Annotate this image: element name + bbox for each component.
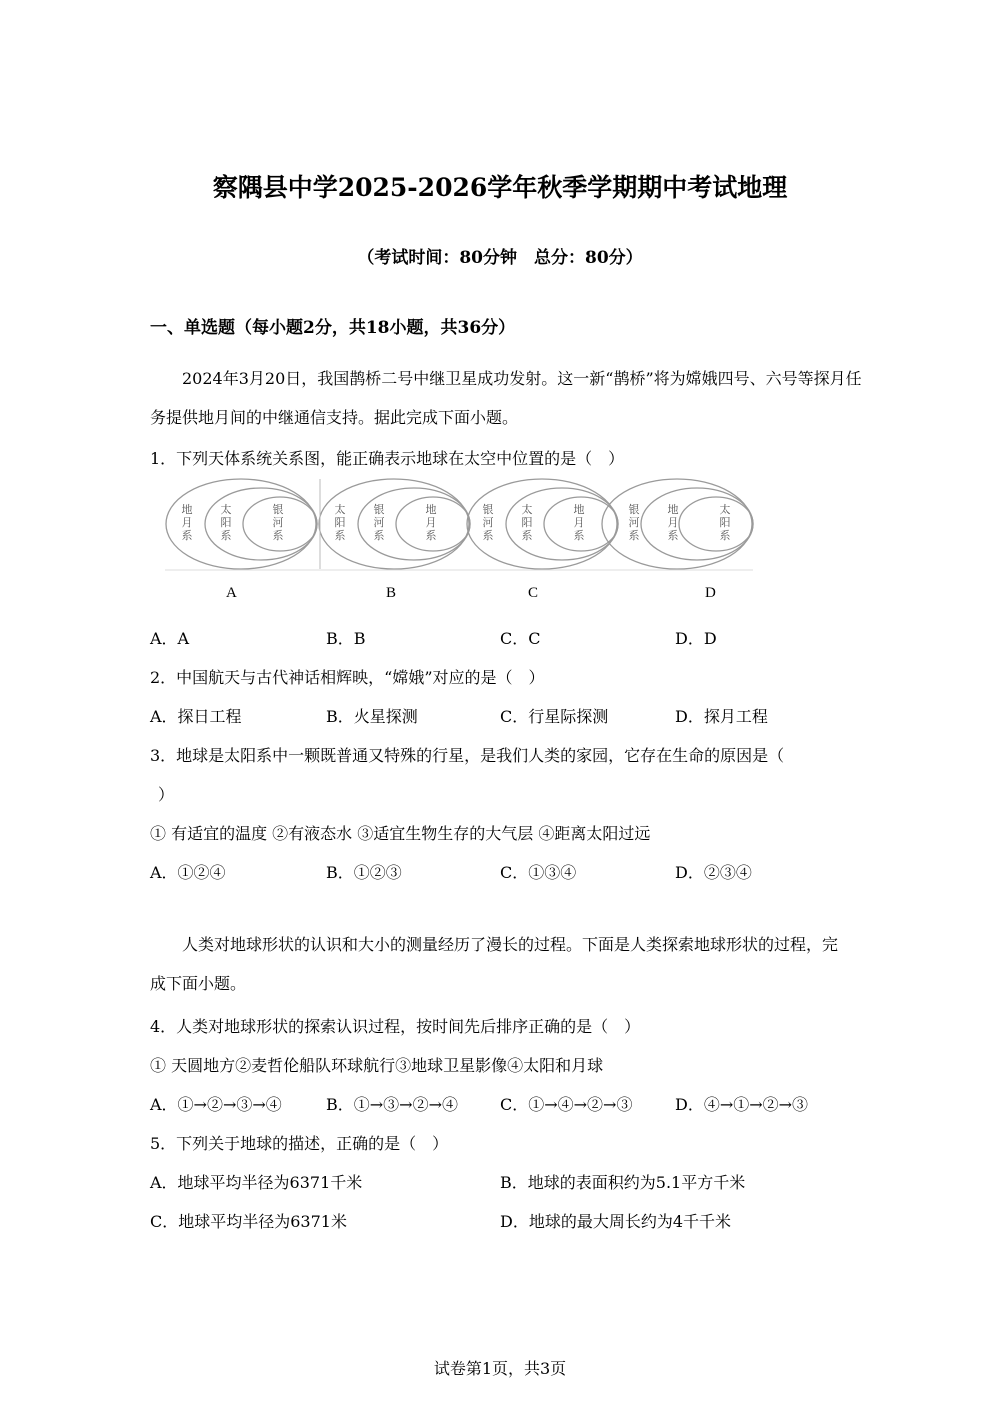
q3-option-b[interactable]: B．①②③ [326,863,402,882]
diagram-char: 系 [181,529,193,542]
diagram-char: 地 [181,503,193,516]
diagram-char: 系 [272,529,284,542]
diagram-char: 阳 [334,516,346,529]
q2-option-c[interactable]: C．行星际探测 [500,707,609,726]
diagram-char: 河 [482,516,494,529]
diagram-char: 太 [334,503,346,516]
diagram-char: 系 [628,529,640,542]
diagram-char: 月 [667,516,679,529]
diagram-char: 系 [573,529,585,542]
q1-option-a[interactable]: A．A [150,629,190,648]
question-3-stem: 3．地球是太阳系中一颗既普通又特殊的行星，是我们人类的家园，它存在生命的原因是（ [150,746,785,765]
q3-option-d[interactable]: D．②③④ [675,863,752,882]
diagram-char: 银 [482,503,494,516]
diagram-char: 月 [425,516,437,529]
diagram-char: 银 [628,503,640,516]
question-1-stem: 1．下列天体系统关系图，能正确表示地球在太空中位置的是（ ） [150,449,625,468]
diagram-char: 系 [482,529,494,542]
q4-option-c[interactable]: C．①→④→②→③ [500,1095,633,1114]
question-2-stem: 2．中国航天与古代神话相辉映，“嫦娥”对应的是（ ） [150,668,545,687]
diagram-char: 系 [373,529,385,542]
diagram-label-a: A [226,585,237,601]
question-5-stem: 5．下列关于地球的描述，正确的是（ ） [150,1134,449,1153]
diagram-char: 河 [373,516,385,529]
celestial-system-diagram [163,477,755,573]
question-4-stem: 4．人类对地球形状的探索认识过程，按时间先后排序正确的是（ ） [150,1017,641,1036]
diagram-char: 地 [573,503,585,516]
q1-option-c[interactable]: C．C [500,629,541,648]
q4-option-b[interactable]: B．①→③→②→④ [326,1095,458,1114]
diagram-char: 银 [272,503,284,516]
diagram-char: 月 [573,516,585,529]
q2-option-a[interactable]: A．探日工程 [150,707,242,726]
q2-option-b[interactable]: B．火星探测 [326,707,418,726]
q4-option-d[interactable]: D．④→①→②→③ [675,1095,809,1114]
diagram-char: 阳 [220,516,232,529]
diagram-char: 银 [373,503,385,516]
diagram-char: 太 [220,503,232,516]
q1-option-b[interactable]: B．B [326,629,366,648]
diagram-char: 系 [220,529,232,542]
q5-option-d[interactable]: D．地球的最大周长约为4千千米 [500,1212,732,1231]
page-footer: 试卷第1页，共3页 [433,1359,567,1378]
diagram-char: 月 [181,516,193,529]
exam-subtitle: （考试时间：80分钟 总分：80分） [357,248,643,268]
diagram-char: 阳 [719,516,731,529]
exam-title: 察隅县中学2025-2026学年秋季学期期中考试地理 [212,173,788,202]
diagram-char: 地 [425,503,437,516]
material-paragraph-2: 人类对地球形状的认识和大小的测量经历了漫长的过程。下面是人类探索地球形状的过程，完成下面小题。 [150,935,839,993]
diagram-label-d: D [705,585,716,601]
q5-option-c[interactable]: C．地球平均半径为6371米 [150,1212,347,1231]
section-heading: 一、单选题（每小题2分，共18小题，共36分） [150,318,516,338]
q3-option-c[interactable]: C．①③④ [500,863,577,882]
q2-option-d[interactable]: D．探月工程 [675,707,768,726]
diagram-char: 地 [667,503,679,516]
diagram-char: 阳 [521,516,533,529]
diagram-label-c: C [528,585,539,601]
diagram-char: 系 [521,529,533,542]
diagram-char: 系 [334,529,346,542]
question-4-items: ① 天圆地方②麦哲伦船队环球航行③地球卫星影像④太阳和月球 [150,1056,604,1075]
diagram-char: 河 [628,516,640,529]
diagram-char: 系 [425,529,437,542]
question-3-stem-end: ） [158,785,175,804]
diagram-char: 太 [719,503,731,516]
diagram-label-b: B [386,585,397,601]
diagram-char: 系 [719,529,731,542]
q3-option-a[interactable]: A．①②④ [150,863,226,882]
material-paragraph-1: 2024年3月20日，我国鹊桥二号中继卫星成功发射。这一新“鹊桥”将为嫦娥四号、六号等探月任务提供地月间的中继通信支持。据此完成下面小题。 [150,369,862,427]
question-3-items: ① 有适宜的温度 ②有液态水 ③适宜生物生存的大气层 ④距离太阳过远 [150,824,651,843]
q4-option-a[interactable]: A．①→②→③→④ [150,1095,282,1114]
diagram-char: 太 [521,503,533,516]
diagram-char: 系 [667,529,679,542]
q1-option-d[interactable]: D．D [675,629,717,648]
diagram-char: 河 [272,516,284,529]
q5-option-a[interactable]: A．地球平均半径为6371千米 [150,1173,363,1192]
q5-option-b[interactable]: B．地球的表面积约为5.1平方千米 [500,1173,746,1192]
